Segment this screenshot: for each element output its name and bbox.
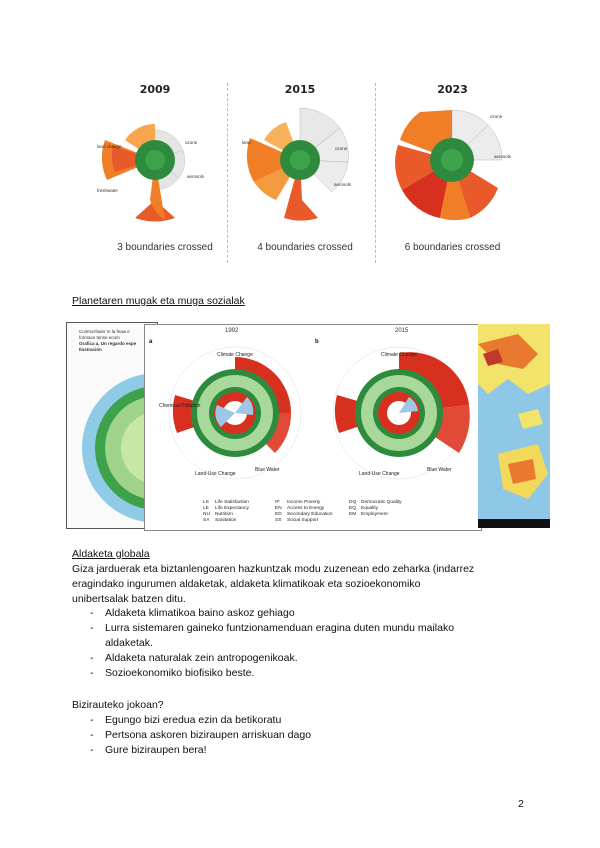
global-change-list: [72, 606, 542, 681]
panel-divider: [375, 83, 376, 263]
svg-text:Climate Change: Climate Change: [217, 352, 253, 358]
svg-text:land change: land change: [97, 144, 122, 149]
section-heading-survival: Bizirauteko jokoan?: [72, 699, 164, 711]
boundary-wheel-2015: [240, 100, 360, 225]
svg-text:Blue Water: Blue Water: [255, 467, 280, 473]
legend-row: SA Sanitation SS Social Support: [203, 518, 319, 523]
boundaries-caption: 6 boundaries crossed: [404, 242, 501, 253]
svg-text:aerosols: aerosols: [494, 154, 512, 159]
panel-divider: [227, 83, 228, 263]
svg-text:Land-Use Change: Land-Use Change: [195, 471, 236, 477]
boundary-wheel-2009: [95, 100, 215, 225]
list-item-continuation: aldaketak.: [105, 637, 153, 649]
list-item: - Sozioekonomiko biofisiko beste.: [72, 666, 542, 681]
section-heading-boundaries: Planetaren mugak eta muga sozialak: [72, 295, 245, 307]
list-item: - Gure biziraupen bera!: [72, 743, 542, 758]
doughnut-collage-figure: [66, 322, 550, 532]
map-image: [478, 324, 550, 528]
global-change-paragraph: Giza jarduerak eta biztanlengoaren hazkuntzak modu zuzenean edo zeharka (indarrez eragindako ingurumen aldaketak, aldaketa klimatikoak eta sozioekonomiko unibertsalak batzen ditu.: [72, 563, 475, 605]
year-label: 2009: [139, 83, 171, 96]
indicator-legend: [203, 500, 423, 524]
planetary-boundaries-figure: [85, 75, 525, 265]
boundary-wheel-2023: [390, 100, 515, 225]
svg-text:Blue Water: Blue Water: [427, 467, 452, 473]
panel-2009: [85, 75, 225, 265]
list-item: - Aldaketa naturalak zein antropogenikoak.: [72, 651, 542, 666]
list-item: - Egungo bizi eredua ezin da betikoratu: [72, 713, 542, 728]
year-label: 2023: [437, 83, 468, 96]
survival-list: [72, 713, 542, 758]
list-item: - Pertsona askoren biziraupen arriskuan dago: [72, 728, 542, 743]
legend-row: LE Life Expectancy EN Access to Energy EQ Equality: [203, 506, 379, 511]
year-label: 2015: [284, 83, 316, 96]
svg-text:land: land: [242, 140, 251, 145]
doughnut-2015: [319, 335, 479, 485]
panel-2023: [380, 75, 525, 265]
page-number: 2: [518, 798, 524, 810]
label-b: b: [315, 339, 319, 345]
section-heading-global-change: Aldaketa globala: [72, 548, 150, 560]
background-text: Cuimscrhaier m la feaw e formace tense ecom Grafica a, Un regardo espe Ilustración: [79, 329, 137, 352]
list-item: - Lurra sistemaren gaineko funtzionamenduan eragina duten mundu mailako: [72, 621, 542, 636]
year-1992: 1992: [225, 328, 239, 334]
svg-text:ozone: ozone: [185, 140, 198, 145]
svg-text:aerosols: aerosols: [187, 174, 205, 179]
year-2015: 2015: [395, 328, 409, 334]
svg-text:aerosols: aerosols: [334, 182, 352, 187]
doughnut-1992: [155, 335, 315, 485]
svg-text:Chemical Pollution: Chemical Pollution: [159, 403, 201, 409]
label-a: a: [149, 339, 153, 345]
svg-text:ozone: ozone: [490, 114, 503, 119]
panel-2015: [230, 75, 370, 265]
legend-row: LS Life Satisfaction IP Income Poverty DQ Democratic Quality: [203, 500, 402, 505]
svg-text:freshwater: freshwater: [97, 188, 119, 193]
list-item: - Aldaketa klimatikoa baino askoz gehiago: [72, 606, 542, 621]
svg-text:Climate Change: Climate Change: [381, 352, 417, 358]
svg-text:ozone: ozone: [335, 146, 348, 151]
world-map-fragment: [478, 324, 550, 528]
boundaries-caption: 4 boundaries crossed: [257, 242, 353, 253]
legend-row: NU Nutrition ED Secondary Education EM Employment: [203, 512, 388, 517]
doughnut-comparison: [144, 324, 482, 531]
svg-text:Land-Use Change: Land-Use Change: [359, 471, 400, 477]
boundaries-caption: 3 boundaries crossed: [117, 242, 213, 253]
